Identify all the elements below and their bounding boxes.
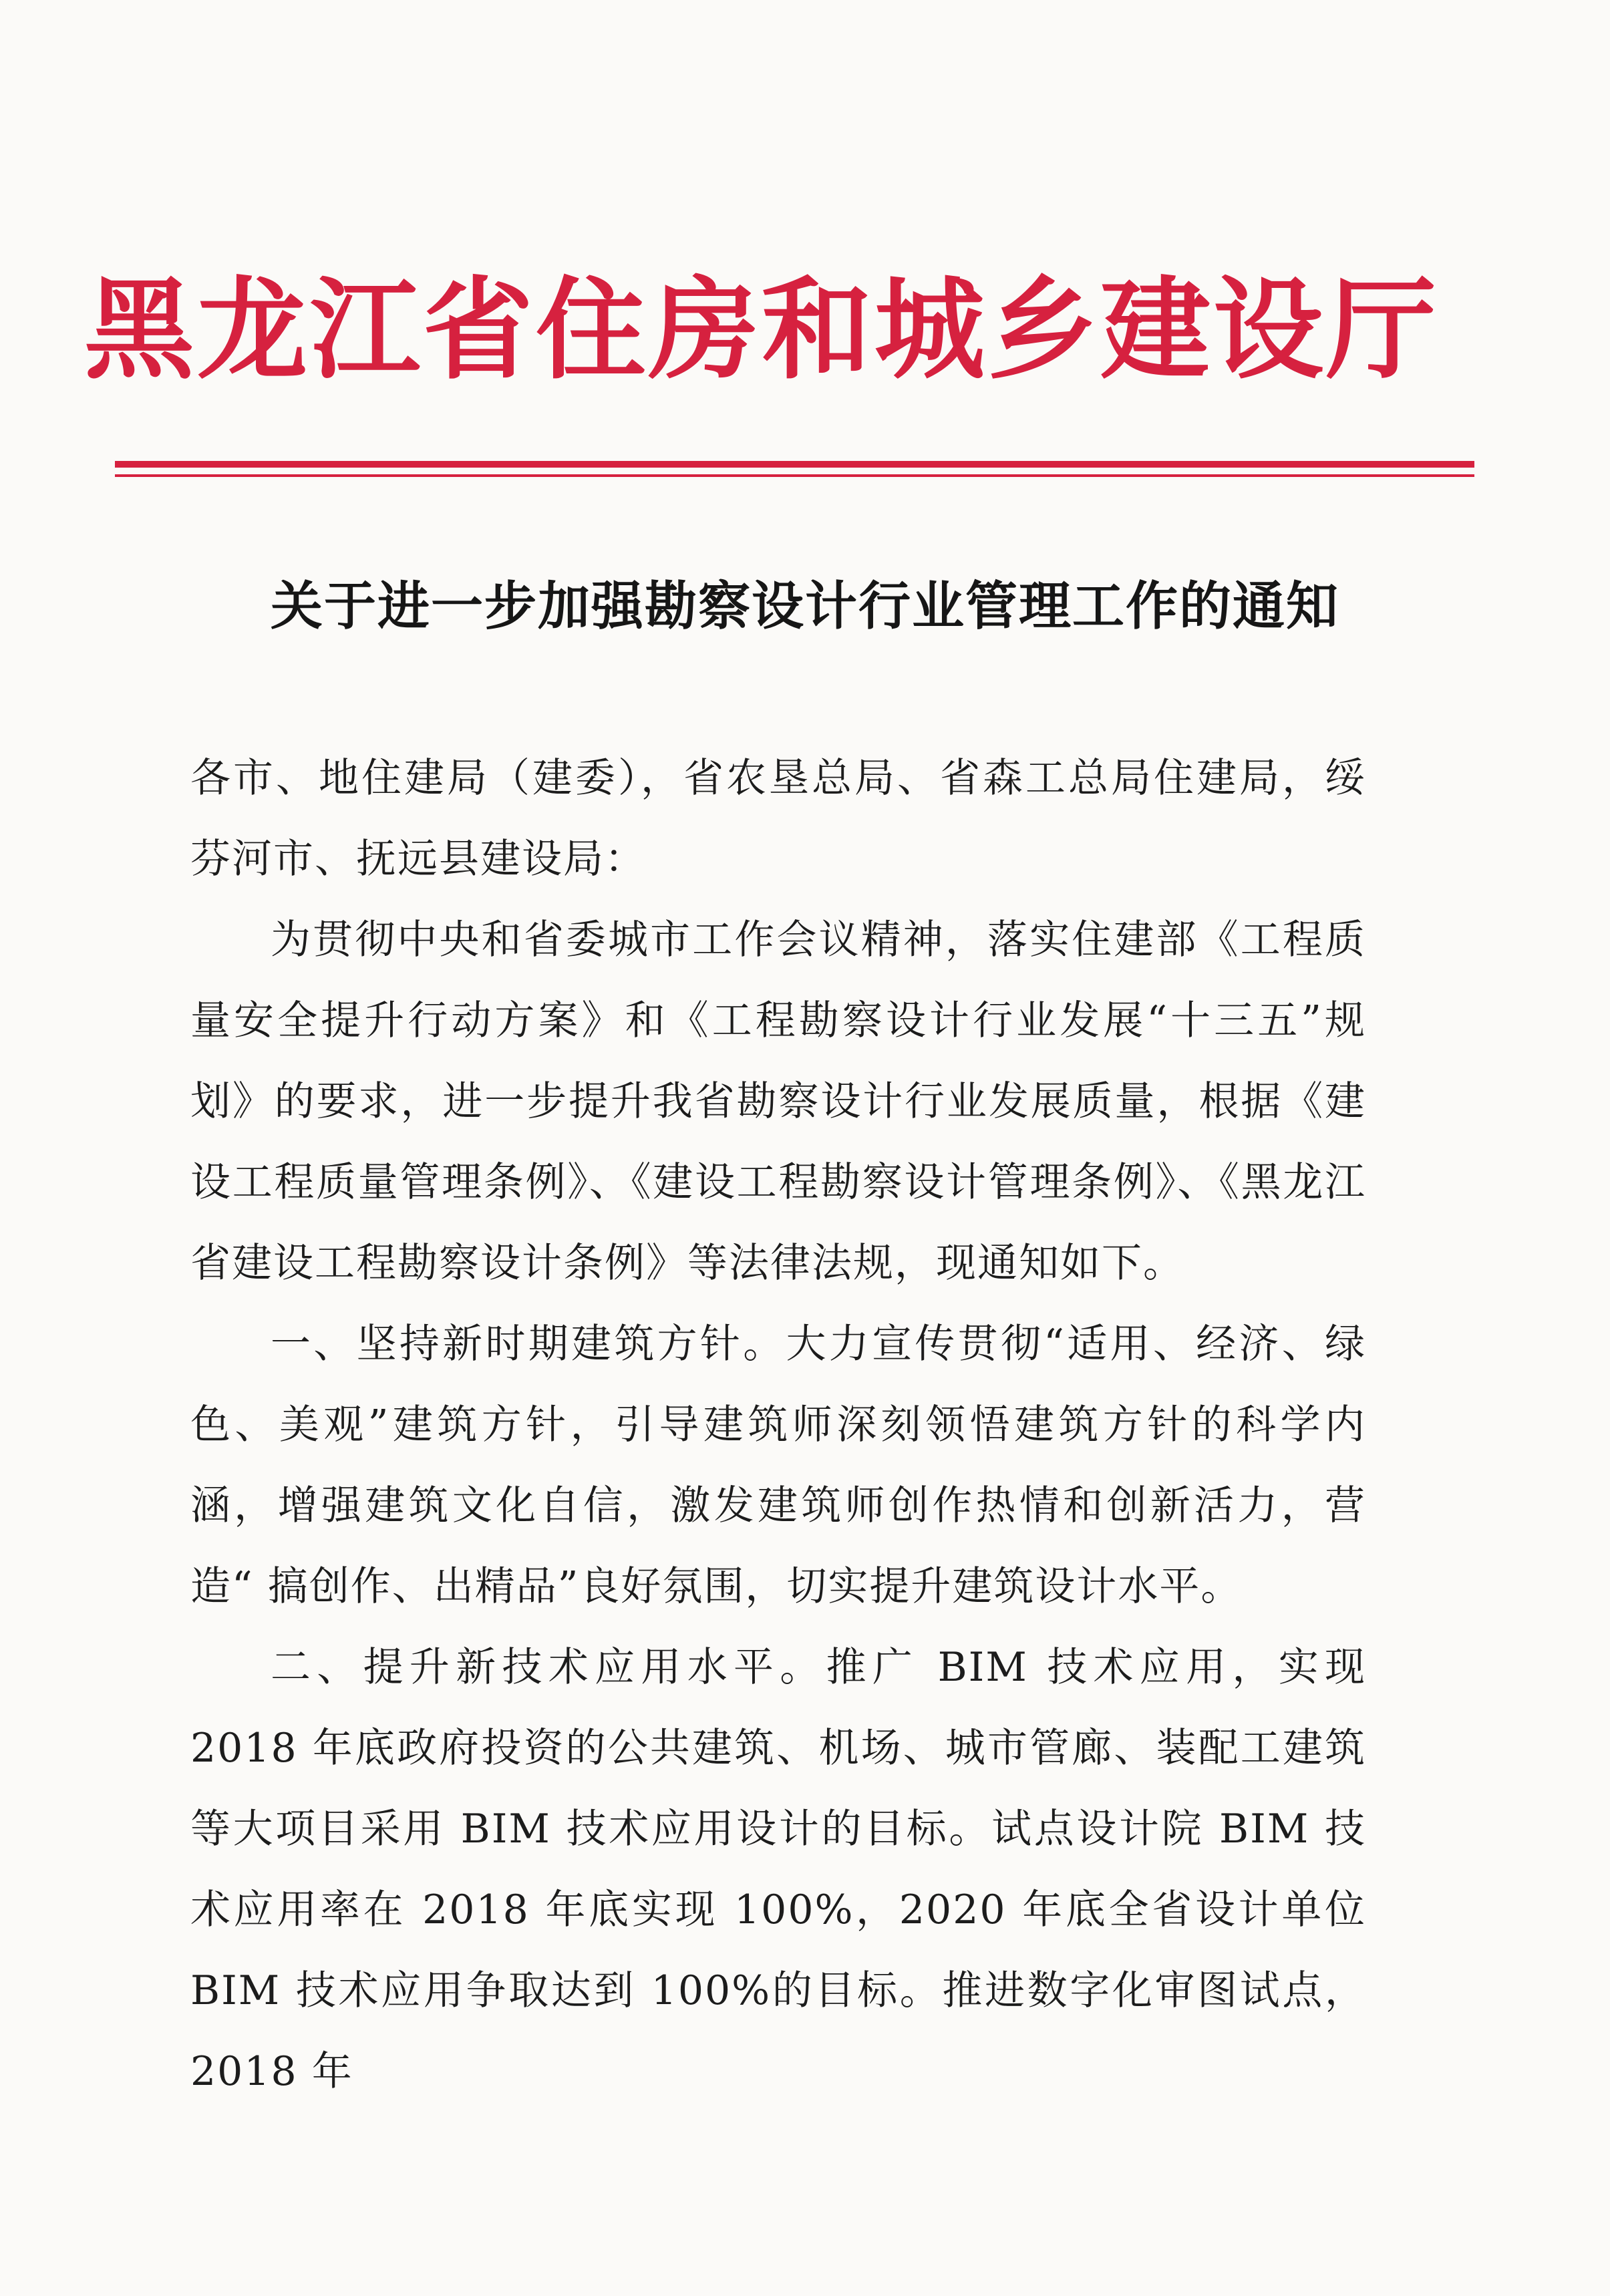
paragraph-intro: 为贯彻中央和省委城市工作会议精神，落实住建部《工程质量安全提升行动方案》和《工程勘察设计行业发展“十三五”规划》的要求，进一步提升我省勘察设计行业发展质量，根据《建设工程质量管理条例》、《建设工程勘察设计管理条例》、《黑龙江省建设工程勘察设计条例》等法律法规，现通知如下。	[190, 917, 1366, 1287]
masthead-rule-thick	[115, 461, 1474, 468]
issuer-masthead: 黑龙江省住房和城乡建设厅	[84, 265, 1439, 394]
masthead-rule-thin	[115, 474, 1474, 477]
document-title: 关于进一步加强勘察设计行业管理工作的通知	[270, 577, 1339, 637]
document-body	[190, 738, 1366, 2112]
paragraph-section-2: 二、提升新技术应用水平。推广 BIM 技术应用，实现 2018 年底政府投资的公共建筑、机场、城市管廊、装配工建筑等大项目采用 BIM 技术应用设计的目标。试点设计院 BIM 技术应用率在 2018 年底实现 100%，2020 年底全省设计单位 BIM 技术应用争取达到 100%的目标。推进数字化审图试点，2018 年	[190, 1644, 1366, 2095]
paragraph-section-1: 一、坚持新时期建筑方针。大力宣传贯彻“适用、经济、绿色、美观”建筑方针，引导建筑师深刻领悟建筑方针的科学内涵，增强建筑文化自信，激发建筑师创作热情和创新活力，营造“ 搞创作、出精品”良好氛围，切实提升建筑设计水平。	[190, 1321, 1366, 1610]
addressee-line: 各市、地住建局（建委），省农垦总局、省森工总局住建局，绥芬河市、抚远县建设局：	[190, 755, 1366, 882]
